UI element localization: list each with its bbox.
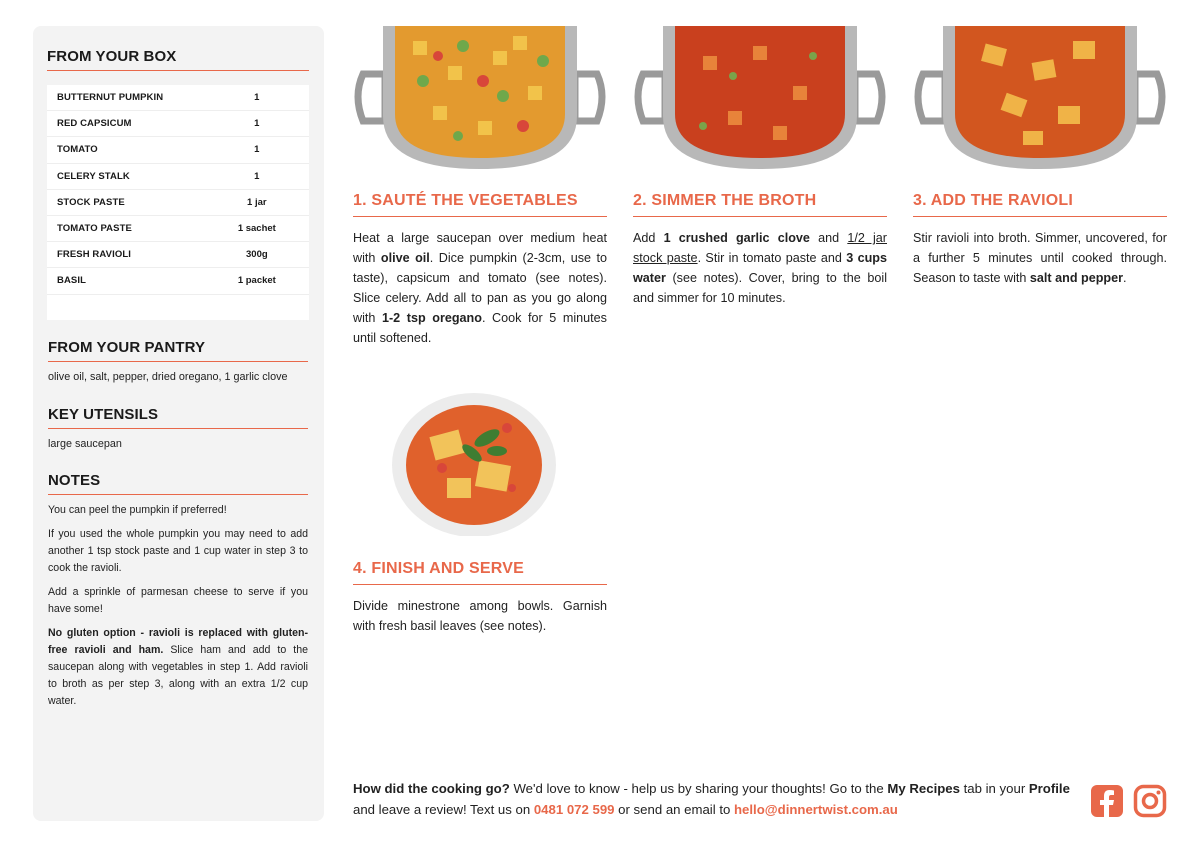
ingredient-row [47,242,309,268]
notes-title: NOTES [48,472,308,495]
ingredient-qty: 1 jar [247,196,267,208]
step-3-title: 3. ADD THE RAVIOLI [913,192,1167,217]
step-4-title: 4. FINISH AND SERVE [353,560,607,585]
ingredient-qty: 1 [254,118,260,130]
phone-link[interactable]: 0481 072 599 [533,802,615,817]
ingredient-name: TOMATO [57,144,98,156]
feedback-footer [353,778,1073,820]
footer-text: tab in your [959,781,1029,796]
sidebar [33,26,324,821]
note-text: Slice ham and add to the saucepan along with vegetables in step 1. Add ravioli to broth as per step 3, along with an extra 1/2 cup water. [48,644,308,707]
footer-bold: How did the cooking go? [353,781,510,796]
ingredient-name: BASIL [57,275,86,287]
note-bold: No gluten option - ravioli is replaced with gluten-free ravioli and ham. [48,627,308,656]
ingredient-qty: 1 [254,92,260,104]
ingredient-row [47,111,309,137]
step-bold: 3 cups water [633,251,887,285]
footer-text: or send an email to [614,802,734,817]
note-paragraph: Add a sprinkle of parmesan cheese to serve if you have some! [48,586,308,615]
pantry-section [48,339,308,386]
note-paragraph: If you used the whole pumpkin you may need to add another 1 tsp stock paste and 1 cup water in step 3 to cook the ravioli. [48,528,308,574]
email-link[interactable]: hello@dinnertwist.com.au [734,802,898,817]
ingredient-qty: 300g [246,249,268,261]
footer-text: We'd love to know - help us by sharing your thoughts! Go to the [509,781,888,796]
step-text: . Stir in tomato paste and [697,251,847,265]
ingredient-name: CELERY STALK [57,170,130,182]
step-2-photo [633,26,887,169]
ingredient-row [47,164,309,190]
step-2-title: 2. SIMMER THE BROTH [633,192,887,217]
footer-text: and leave a review! Text us on [353,802,534,817]
ingredient-name: FRESH RAVIOLI [57,249,131,261]
ingredient-row [47,85,309,111]
ingredient-row [47,190,309,216]
step-2-body [633,228,887,308]
ingredient-name: STOCK PASTE [57,196,125,208]
step-text: Heat a large saucepan over medium heat with [353,231,607,265]
utensils-title: KEY UTENSILS [48,406,308,429]
step-1-title: 1. SAUTÉ THE VEGETABLES [353,192,607,217]
facebook-icon[interactable] [1090,784,1124,818]
step-text: (see notes). Cover, bring to the boil and simmer for 10 minutes. [633,271,887,305]
ingredient-row [47,216,309,242]
note-paragraph [48,625,308,710]
step-4-photo [392,393,557,536]
step-1-body [353,228,607,348]
step-text: Add [633,231,664,245]
step-underline: 1/2 jar stock paste [633,231,887,265]
utensils-section [48,406,308,453]
step-bold: 1-2 tsp oregano [381,311,482,325]
ingredient-qty: 1 sachet [237,223,276,235]
ingredient-name: BUTTERNUT PUMPKIN [57,92,164,104]
step-bold: 1 crushed garlic clove [663,231,810,245]
footer-bold: Profile [1028,781,1070,796]
step-bold: olive oil [380,251,430,265]
step-1-photo [353,26,607,169]
ingredient-name: RED CAPSICUM [57,118,132,130]
pantry-title: FROM YOUR PANTRY [48,339,308,362]
step-text: . [1123,271,1127,285]
step-3-body [913,228,1167,288]
note-paragraph: You can peel the pumpkin if preferred! [48,504,227,516]
from-your-box-section [47,48,309,320]
step-text: Divide minestrone among bowls. Garnish with fresh basil leaves (see notes). [353,599,607,633]
pantry-text: olive oil, salt, pepper, dried oregano, 1 garlic clove [48,371,288,383]
step-text: Stir ravioli into broth. Simmer, uncovered, for a further 5 minutes until cooked through. Season to taste with [913,231,1167,285]
notes-section [48,472,308,710]
step-3-photo [913,26,1167,169]
ingredient-row [47,268,309,294]
ingredient-qty: 1 [254,144,260,156]
ingredient-name: TOMATO PASTE [57,223,132,235]
utensils-text: large saucepan [48,438,122,450]
step-text: . Cook for 5 minutes until softened. [353,311,607,345]
step-text: and [809,231,848,245]
ingredient-qty: 1 packet [237,275,276,287]
from-your-box-title: FROM YOUR BOX [47,48,309,71]
step-bold: salt and pepper [1029,271,1123,285]
step-4-body [353,596,607,636]
ingredients-table [47,85,309,320]
instagram-icon[interactable] [1133,784,1167,818]
ingredient-row [47,137,309,163]
footer-bold: My Recipes [887,781,960,796]
step-text: . Dice pumpkin (2-3cm, use to taste), capsicum and tomato (see notes). Slice celery. Add all to pan as you go along with [353,251,608,325]
ingredient-qty: 1 [254,170,260,182]
